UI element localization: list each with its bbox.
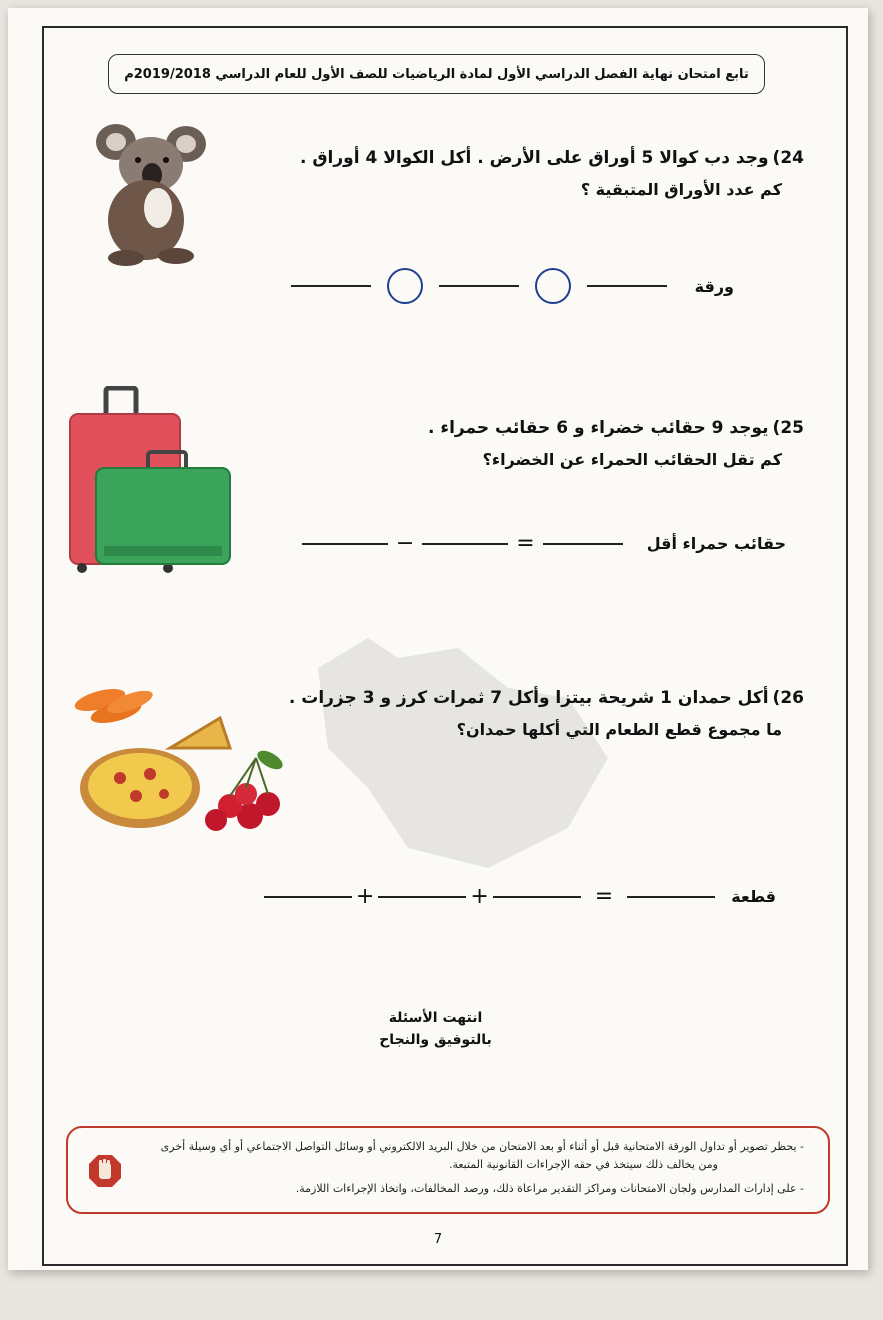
operator-circle[interactable] — [535, 268, 571, 304]
answer-row-26 — [254, 884, 776, 909]
equals-sign: = — [594, 884, 614, 909]
operand-blank[interactable] — [378, 896, 466, 898]
question-24 — [300, 148, 804, 199]
answer-row-24 — [222, 268, 734, 304]
question-number: 26) — [772, 688, 804, 708]
question-prompt: ما مجموع قطع الطعام التي أكلها حمدان؟ — [456, 720, 782, 739]
exam-title: تابع امتحان نهاية الفصل الدراسي الأول لمادة الرياضيات للصف الأول للعام الدراسي 2019/2018م — [124, 66, 749, 82]
question-26 — [289, 688, 804, 739]
warning-line-1: - يحظر تصوير أو تداول الورقة الامتحانية قبل أو أثناء أو بعد الامتحان من خلال البريد الالكتروني أو وسائل التواصل الاجتماعي أو أي وسيلة أخرى — [160, 1140, 804, 1153]
question-text: أكل حمدان 1 شريحة بيتزا وأكل 7 ثمرات كرز و 3 جزرات . — [288, 688, 769, 708]
end-of-questions: انتهت الأسئلة — [388, 1010, 483, 1026]
suitcases-icon — [64, 386, 234, 576]
koala-icon — [86, 120, 216, 270]
plus-sign: + — [355, 884, 375, 909]
exam-page — [8, 8, 868, 1270]
minus-sign: − — [395, 531, 415, 556]
answer-blank[interactable] — [543, 543, 623, 545]
food-icon — [70, 678, 290, 848]
answer-unit-label: قطعة — [731, 887, 776, 906]
watermark-map-icon — [308, 628, 628, 888]
answer-unit-label: حقائب حمراء أقل — [646, 534, 786, 553]
question-number: 24) — [772, 148, 804, 168]
warning-notice — [66, 1126, 830, 1214]
question-text: يوجد 9 حقائب خضراء و 6 حقائب حمراء . — [428, 418, 769, 438]
answer-blank[interactable] — [627, 896, 715, 898]
question-prompt: كم عدد الأوراق المتبقية ؟ — [580, 180, 782, 199]
question-prompt: كم تقل الحقائب الحمراء عن الخضراء؟ — [482, 450, 782, 469]
equals-sign: = — [516, 531, 535, 556]
question-25 — [428, 418, 804, 469]
answer-blank[interactable] — [587, 285, 667, 287]
stop-hand-icon — [88, 1154, 122, 1188]
operand-blank[interactable] — [422, 543, 508, 545]
operand-blank[interactable] — [302, 543, 388, 545]
page-number: 7 — [433, 1232, 443, 1247]
answer-row-25 — [298, 531, 786, 556]
plus-sign: + — [470, 884, 489, 909]
operator-circle[interactable] — [387, 268, 423, 304]
answer-unit-label: ورقة — [694, 276, 734, 296]
warning-line-3: - على إدارات المدارس ولجان الامتحانات ومراكز التقدير مراعاة ذلك، ورصد المخالفات، واتخاذ الإجراءات اللازمة. — [295, 1182, 804, 1195]
question-text: وجد دب كوالا 5 أوراق على الأرض . أكل الكوالا 4 أوراق . — [299, 148, 769, 168]
operand-blank[interactable] — [493, 896, 581, 898]
good-luck: بالتوفيق والنجاح — [379, 1032, 492, 1048]
operand-blank[interactable] — [291, 285, 371, 287]
warning-line-2: ومن يخالف ذلك سيتخذ في حقه الإجراءات القانونية المتبعة. — [448, 1158, 718, 1171]
question-number: 25) — [772, 418, 804, 438]
operand-blank[interactable] — [439, 285, 519, 287]
exam-header — [108, 54, 765, 94]
operand-blank[interactable] — [264, 896, 352, 898]
